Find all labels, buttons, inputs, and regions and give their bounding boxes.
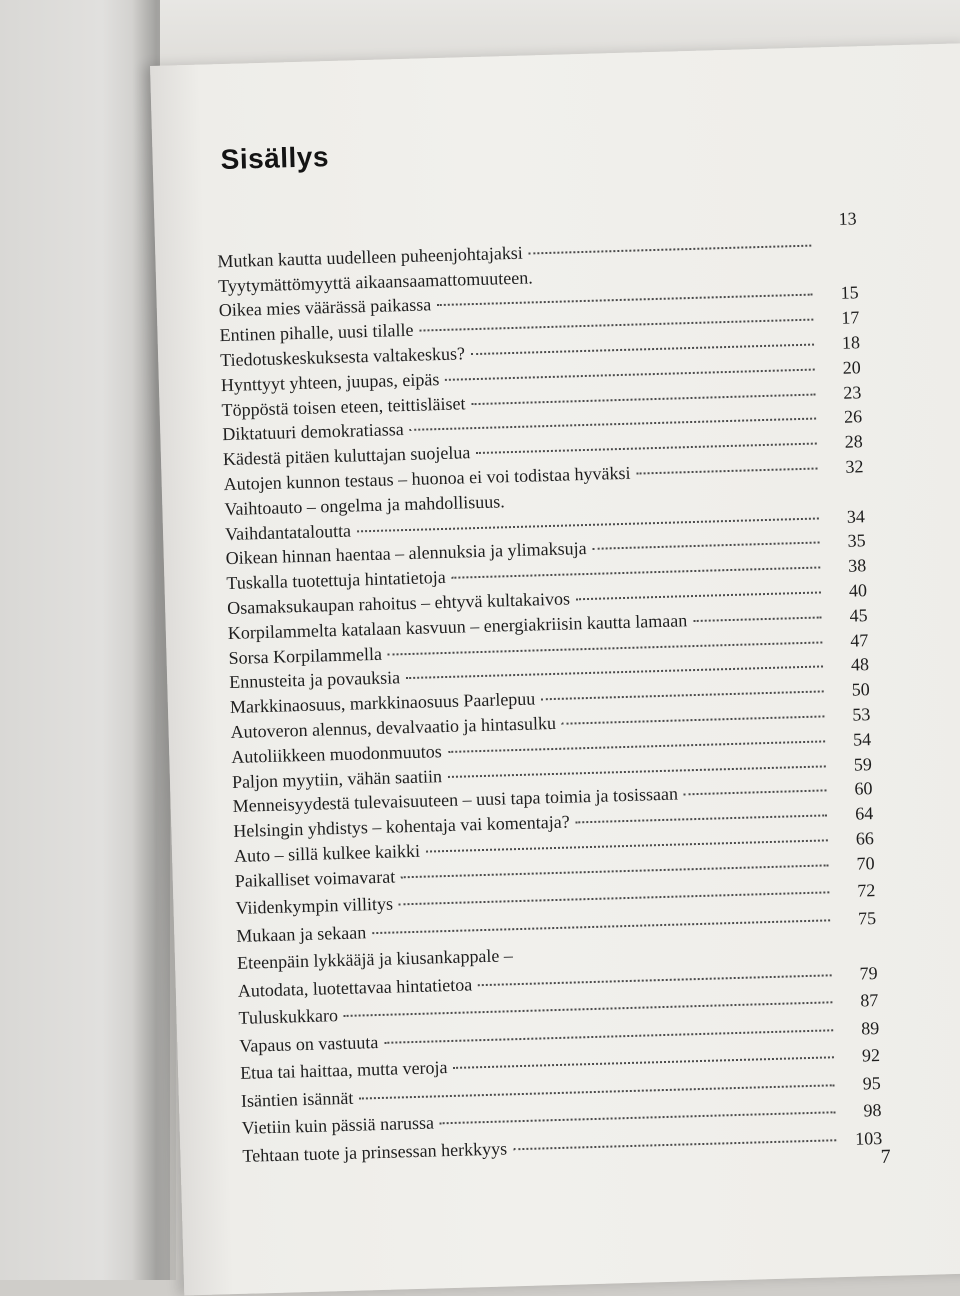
toc-entry-title: Hynttyyt yhteen, juupas, eipäs bbox=[220, 368, 440, 395]
page-number: 7 bbox=[880, 1145, 892, 1169]
toc-entry-title: Tehtaan tuote ja prinsessan herkkyys bbox=[242, 1138, 508, 1166]
toc-leader-dots bbox=[359, 1084, 834, 1099]
toc-leader-dots bbox=[693, 616, 821, 622]
toc-leader-dots bbox=[426, 839, 828, 852]
toc-entry-page: 40 bbox=[848, 580, 868, 601]
toc-entry-page: 72 bbox=[857, 880, 876, 901]
toc-entry-page bbox=[837, 951, 877, 952]
toc-entry-page: 48 bbox=[850, 654, 870, 676]
toc-leader-dots bbox=[476, 443, 817, 455]
toc-leader-dots bbox=[437, 294, 812, 306]
toc-leader-dots bbox=[384, 1029, 833, 1044]
toc-leader-dots bbox=[419, 319, 813, 332]
toc-entry-title: Sorsa Korpilammella bbox=[228, 643, 383, 668]
toc-leader-dots bbox=[539, 271, 812, 279]
toc-entry-title: Autodata, luotettavaa hintatietoa bbox=[237, 974, 473, 1001]
toc-entry-page: 17 bbox=[841, 307, 860, 328]
toc-entry-title: Ennusteita ja povauksia bbox=[228, 667, 401, 693]
toc-leader-dots bbox=[453, 1057, 833, 1070]
toc-entry-title: Korpilammelta katalaan kasvuun – energiakriisin kautta lamaan bbox=[227, 609, 688, 643]
toc-entry-page: 75 bbox=[857, 907, 877, 929]
toc-entry-title: Autoveron alennus, devalvaatio ja hintasulku bbox=[230, 712, 557, 742]
toc-leader-dots bbox=[399, 892, 829, 906]
toc-leader-dots bbox=[478, 974, 831, 986]
toc-entry-title: Tuskalla tuotettuja hintatietoja bbox=[226, 567, 446, 594]
toc-entry-page: 28 bbox=[844, 431, 864, 452]
toc-leader-dots bbox=[593, 542, 820, 550]
toc-entry-title: Tiedotuskeskuksesta valtakeskus? bbox=[219, 343, 466, 371]
toc-entry-title: Autoliikkeen muodonmuutos bbox=[231, 740, 443, 767]
toc-entry-page: 79 bbox=[859, 962, 878, 984]
toc-entry-title: Etua tai haittaa, mutta veroja bbox=[239, 1057, 448, 1084]
toc-entry-page: 60 bbox=[854, 778, 873, 799]
toc-leader-dots bbox=[401, 864, 828, 878]
toc-entry-title: Töppöstä toisen eteen, teittisläiset bbox=[221, 392, 466, 420]
toc-entry-title: Diktatuuri demokratiassa bbox=[222, 419, 404, 445]
toc-leader-dots bbox=[471, 393, 815, 405]
toc-entry-title: Kädestä pitäen kuluttajan suojelua bbox=[222, 442, 471, 470]
toc-leader-dots bbox=[448, 765, 826, 778]
toc-entry-page: 32 bbox=[845, 456, 864, 477]
toc-entry-page: 89 bbox=[860, 1017, 880, 1039]
toc-entry-page: 95 bbox=[862, 1072, 881, 1094]
toc-entry-title: Paikalliset voimavarat bbox=[234, 866, 396, 891]
toc-entry-title: Isäntien isännät bbox=[240, 1087, 354, 1111]
toc-entry-title: Autojen kunnon testaus – huonoa ei voi todistaa hyväksi bbox=[223, 462, 631, 495]
toc-leader-dots bbox=[410, 418, 816, 431]
toc-entry-page: 13 bbox=[838, 208, 857, 229]
toc-entry-page: 35 bbox=[847, 530, 866, 552]
toc-entry-title: Viidenkympin villitys bbox=[235, 893, 394, 919]
toc-entry-title: Auto – sillä kulkee kaikki bbox=[233, 840, 421, 866]
toc-entry-title: Vapaus on vastuuta bbox=[239, 1031, 379, 1056]
toc-leader-dots bbox=[357, 517, 819, 532]
toc-leader-dots bbox=[529, 244, 812, 254]
toc-entry-page: 54 bbox=[852, 728, 872, 750]
toc-entry-title: Menneisyydestä tulevaisuuteen – uusi tapa toimia ja tosissaan bbox=[232, 783, 679, 817]
toc-entry-page: 92 bbox=[861, 1045, 881, 1066]
toc-entry-title: Markkinaosuus, markkinaosuus Paarlepuu bbox=[229, 688, 536, 718]
toc-entry-title: Vietiin kuin pässiä narussa bbox=[241, 1112, 435, 1139]
toc-entry-title: Tuluskukkaro bbox=[238, 1005, 339, 1029]
toc-entry-page: 103 bbox=[854, 1127, 883, 1149]
toc-leader-dots bbox=[636, 467, 817, 474]
toc-leader-dots bbox=[513, 1139, 836, 1150]
toc-entry-page: 15 bbox=[840, 282, 859, 304]
toc-entry-title: Vaihdantataloutta bbox=[224, 520, 352, 544]
toc-entry-title: Paljon myytiin, vähän saatiin bbox=[231, 765, 443, 792]
toc-leader-dots bbox=[576, 591, 821, 600]
table-of-contents bbox=[216, 206, 882, 1171]
toc-leader-dots bbox=[511, 494, 818, 503]
book-page bbox=[150, 43, 960, 1295]
toc-entry-page: 53 bbox=[852, 704, 871, 725]
toc-entry-title: Eteenpäin lykkääjä ja kiusankappale – bbox=[236, 945, 514, 974]
toc-leader-dots bbox=[440, 1111, 836, 1124]
toc-leader-dots bbox=[519, 949, 831, 958]
toc-leader-dots bbox=[576, 815, 828, 824]
toc-entry-page: 64 bbox=[854, 803, 874, 824]
toc-entry-title: Osamaksukaupan rahoitus – ehtyvä kultakaivos bbox=[226, 588, 571, 619]
toc-entry-page: 18 bbox=[841, 332, 861, 353]
toc-entry-title: Oikean hinnan haentaa – alennuksia ja ylimaksuja bbox=[225, 538, 587, 569]
toc-entry-page: 87 bbox=[860, 990, 879, 1011]
toc-leader-dots bbox=[448, 740, 825, 753]
toc-leader-dots bbox=[562, 715, 825, 724]
toc-entry-title: Vaihtoauto – ongelma ja mahdollisuus. bbox=[224, 491, 506, 519]
toc-entry-page: 45 bbox=[849, 604, 868, 626]
toc-entry-page: 47 bbox=[850, 629, 869, 651]
toc-leader-dots bbox=[388, 641, 822, 655]
toc-entry-title: Entinen pihalle, uusi tilalle bbox=[219, 319, 414, 346]
toc-entry-page: 34 bbox=[846, 505, 866, 527]
toc-leader-dots bbox=[452, 567, 821, 579]
toc-entry-page: 38 bbox=[847, 555, 867, 576]
toc-leader-dots bbox=[541, 691, 823, 701]
toc-entry-page bbox=[824, 497, 864, 498]
page-title: Sisällys bbox=[220, 141, 330, 176]
toc-entry-title: Mutkan kautta uudelleen puheenjohtajaksi bbox=[217, 242, 524, 271]
toc-entry-page: 50 bbox=[851, 679, 870, 700]
toc-entry-title: Helsingin yhdistys – kohentaja vai komentaja? bbox=[233, 811, 570, 842]
toc-leader-dots bbox=[445, 368, 814, 380]
toc-entry-title: Mukaan ja sekaan bbox=[236, 922, 367, 946]
toc-leader-dots bbox=[471, 344, 814, 356]
toc-entry-page: 98 bbox=[863, 1100, 882, 1121]
toc-leader-dots bbox=[372, 919, 830, 934]
toc-entry-page bbox=[818, 274, 858, 275]
toc-entry-page bbox=[817, 249, 857, 250]
toc-entry-title: Oikea mies väärässä paikassa bbox=[218, 294, 432, 321]
toc-entry-page: 20 bbox=[842, 357, 861, 378]
toc-entry-page: 70 bbox=[856, 852, 875, 874]
toc-leader-dots bbox=[406, 666, 823, 680]
toc-leader-dots bbox=[344, 1002, 833, 1018]
toc-entry-page: 26 bbox=[843, 406, 863, 428]
toc-entry-page: 23 bbox=[843, 381, 862, 403]
toc-entry-page: 59 bbox=[853, 753, 873, 775]
toc-entry-title: Tyytymättömyyttä aikaansaamattomuuteen. bbox=[217, 266, 533, 296]
toc-entry-page: 66 bbox=[855, 828, 875, 849]
toc-leader-dots bbox=[684, 790, 827, 796]
